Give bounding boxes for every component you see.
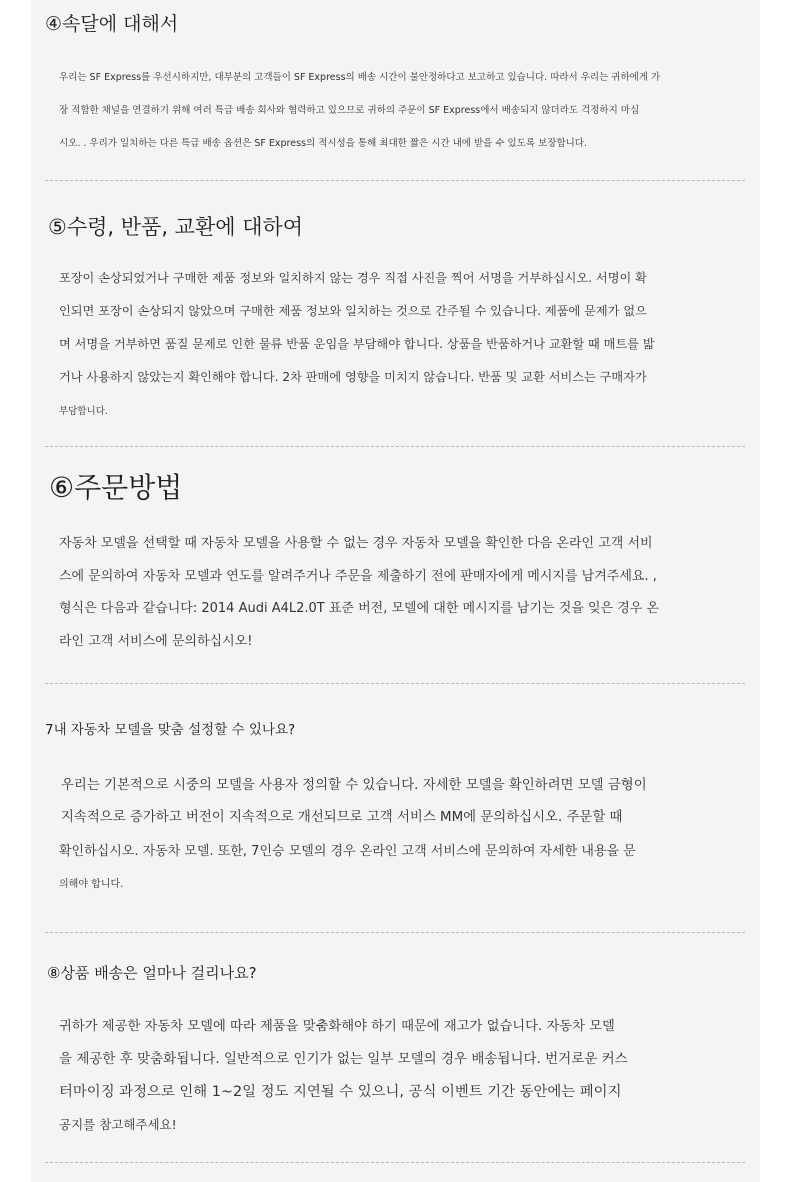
paragraph-line: 거나 사용하지 않았는지 확인해야 합니다. 2차 판매에 영향을 미치지 않습니다. 반품 및 교환 서비스는 구매자가 — [59, 370, 647, 384]
section-divider — [45, 1162, 745, 1163]
paragraph-line: 확인하십시오. 자동차 모델. 또한, 7인승 모델의 경우 온라인 고객 서비스에 문의하여 자세한 내용을 문 — [59, 844, 636, 859]
paragraph-line: 형식은 다음과 같습니다: 2014 Audi A4L2.0T 표준 버전, 모델에 대한 메시지를 남기는 것을 잊은 경우 온 — [59, 601, 660, 616]
paragraph-line: 포장이 손상되었거나 구매한 제품 정보와 일치하지 않는 경우 직접 사진을 찍어 서명을 거부하십시오. 서명이 확 — [59, 271, 647, 285]
section-divider — [45, 683, 745, 684]
paragraph-line: 터마이징 과정으로 인해 1~2일 정도 지연될 수 있으니, 공식 이벤트 기간 동안에는 페이지 — [59, 1084, 622, 1100]
paragraph-line: 인되면 포장이 손상되지 않았으며 구매한 제품 정보와 일치하는 것으로 간주될 수 있습니다. 제품에 문제가 없으 — [59, 304, 647, 318]
paragraph-line: 우리는 기본적으로 시중의 모델을 사용자 정의할 수 있습니다. 자세한 모델을 확인하려면 모델 금형이 — [61, 778, 647, 793]
section-heading: ⑥주문방법 — [49, 471, 183, 504]
paragraph-line: 의해야 합니다. — [59, 879, 124, 890]
section-heading: ⑤수령, 반품, 교환에 대하여 — [48, 215, 304, 239]
section-divider — [45, 180, 745, 181]
paragraph-line: 장 적합한 채널을 연결하기 위해 여러 특급 배송 회사와 협력하고 있으므로 귀하의 주문이 SF Express에서 배송되지 않더라도 걱정하지 마십 — [59, 105, 640, 116]
paragraph-line: 라인 고객 서비스에 문의하십시오! — [59, 634, 253, 649]
section-heading: ⑧상품 배송은 얼마나 걸리나요? — [47, 964, 257, 982]
section-divider — [45, 932, 745, 933]
section-divider — [45, 446, 745, 447]
paragraph-line: 시오. . 우리가 일치하는 다른 특급 배송 옵션은 SF Express의 적시성을 통해 최대한 짧은 시간 내에 받을 수 있도록 보장합니다. — [59, 138, 587, 149]
paragraph-line: 부담합니다. — [59, 406, 108, 417]
section-heading: ④속달에 대해서 — [45, 13, 179, 35]
paragraph-line: 공지를 참고해주세요! — [59, 1117, 177, 1132]
paragraph-line: 스에 문의하여 자동차 모델과 연도를 알려주거나 주문을 제출하기 전에 판매자에게 메시지를 남겨주세요. , — [59, 569, 657, 584]
section-heading: 7내 자동차 모델을 맞춤 설정할 수 있나요? — [45, 722, 296, 738]
paragraph-line: 우리는 SF Express를 우선시하지만, 대부분의 고객들이 SF Express의 배송 시간이 불안정하다고 보고하고 있습니다. 따라서 우리는 귀하에게 가 — [59, 72, 661, 83]
paragraph-line: 을 제공한 후 맞춤화됩니다. 일반적으로 인기가 없는 일부 모델의 경우 배송됩니다. 번거로운 커스 — [59, 1051, 628, 1067]
paragraph-line: 며 서명을 거부하면 품질 문제로 인한 물류 반품 운임을 부담해야 합니다. 상품을 반품하거나 교환할 때 매트를 밟 — [59, 337, 655, 351]
faq-panel — [31, 0, 760, 1182]
paragraph-line: 자동차 모델을 선택할 때 자동차 모델을 사용할 수 없는 경우 자동차 모델을 확인한 다음 온라인 고객 서비 — [59, 536, 653, 551]
paragraph-line: 귀하가 제공한 자동차 모델에 따라 제품을 맞춤화해야 하기 때문에 재고가 없습니다. 자동차 모델 — [59, 1019, 615, 1034]
paragraph-line: 지속적으로 증가하고 버전이 지속적으로 개선되므로 고객 서비스 MM에 문의하십시오. 주문할 때 — [61, 810, 623, 825]
